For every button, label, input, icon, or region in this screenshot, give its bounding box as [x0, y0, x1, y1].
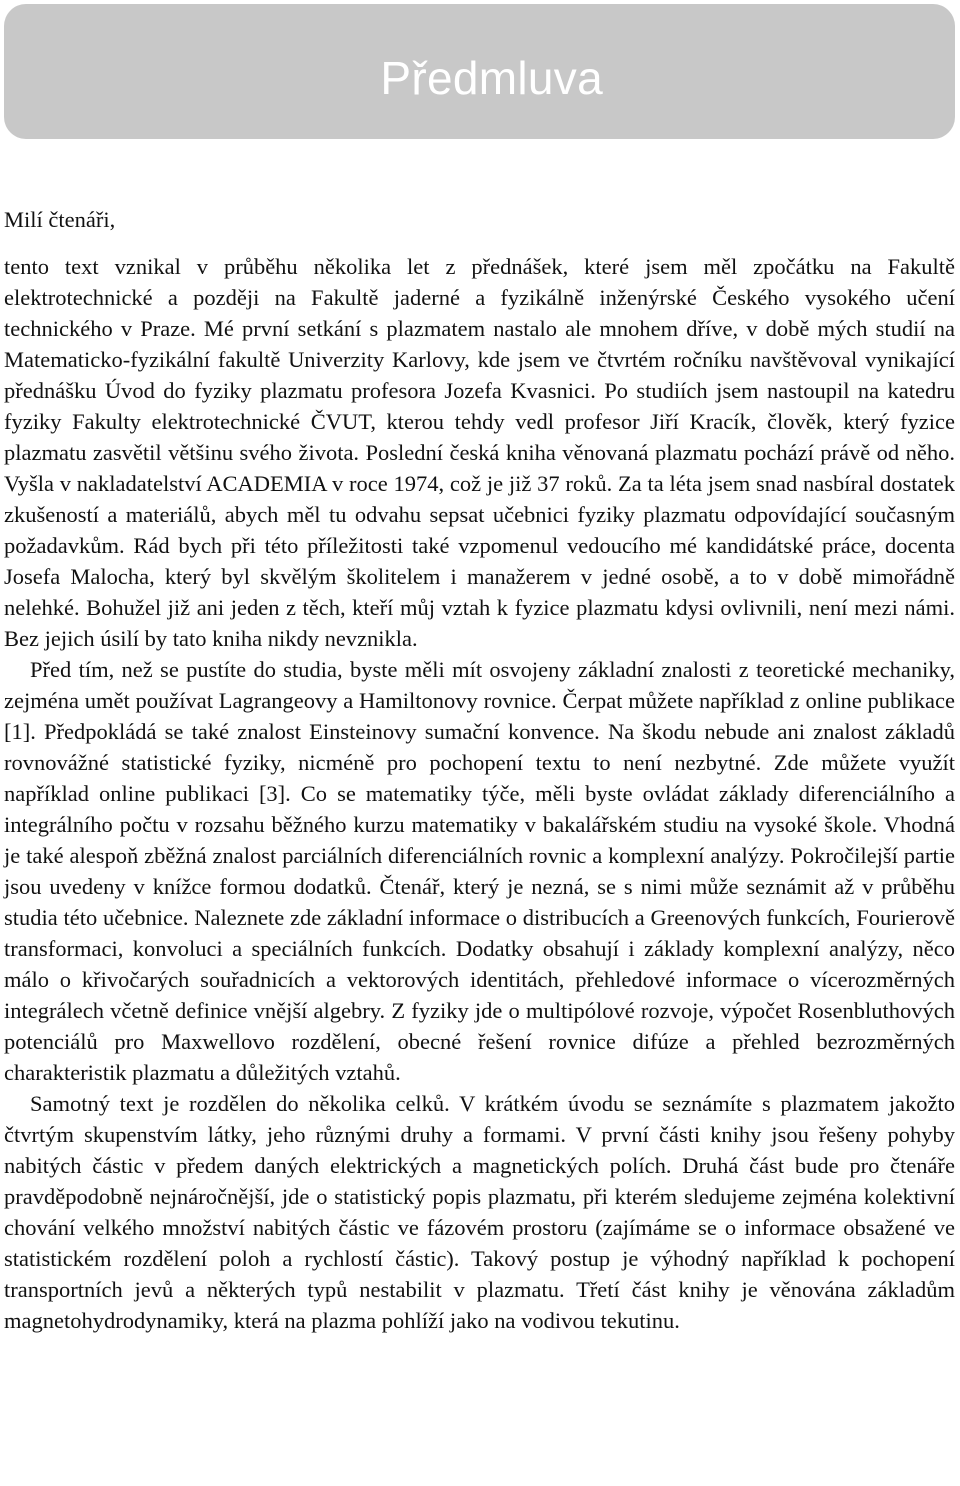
paragraph-1: tento text vznikal v průběhu několika let z přednášek, které jsem měl zpočátku na Fakultě elektrotechnické a později na Fakultě jaderné a fyzikálně inženýrské Českého vysokého učení technického v Praze. Mé první setkání s plazmatem nastalo ale mnohem dříve, v době mých studií na Matematicko-fyzikální fakultě Univerzity Karlovy, kde jsem ve čtvrtém ročníku navštěvoval vynikající přednášku Úvod do fyziky plazmatu profesora Jozefa Kvasnici. Po studiích jsem nastoupil na katedru fyziky Fakulty elektrotechnické ČVUT, kterou tehdy vedl profesor Jiří Kracík, člověk, který fyzice plazmatu zasvětil většinu svého života. Poslední česká kniha věnovaná plazmatu pochází právě od něho. Vyšla v nakladatelství ACADEMIA v roce 1974, což je již 37 roků. Za ta léta jsem snad nasbíral dostatek zkušeností a materiálů, abych měl tu odvahu sepsat učebnici fyziky plazmatu odpovídající současným požadavkům. Rád bych při této příležitosti také vzpomenul vedoucího mé kandidátské práce, docenta Josefa Malocha, který byl skvělým školitelem i manažerem v jedné osobě, a to v době mimořádně nelehké. Bohužel již ani jeden z těch, kteří můj vztah k fyzice plazmatu kdysi ovlivnili, není mezi námi. Bez jejich úsilí by tato kniha nikdy nevznikla. [4, 254, 955, 651]
preface-body [4, 251, 955, 1336]
salutation: Milí čtenáři, [4, 207, 116, 232]
chapter-title: Předmluva [380, 52, 603, 104]
chapter-title-banner [4, 4, 955, 139]
paragraph-3: Samotný text je rozdělen do několika celků. V krátkém úvodu se seznámíte s plazmatem jakožto čtvrtým skupenstvím látky, jeho různými druhy a formami. V první části knihy jsou řešeny pohyby nabitých částic v předem daných elektrických a magnetických polích. Druhá část bude pro čtenáře pravděpodobně nejnáročnější, jde o statistický popis plazmatu, při kterém sledujeme zejména kolektivní chování velkého množství nabitých částic ve fázovém prostoru (zajímáme se o informace obsažené ve statistickém rozdělení poloh a rychlostí částic). Takový postup je výhodný například k pochopení transportních jevů a některých typů nestabilit v plazmatu. Třetí část knihy je věnována základům magnetohydrodynamiky, která na plazma pohlíží jako na vodivou tekutinu. [4, 1091, 955, 1333]
paragraph-2: Před tím, než se pustíte do studia, byste měli mít osvojeny základní znalosti z teoretické mechaniky, zejména umět používat Lagrangeovy a Hamiltonovy rovnice. Čerpat můžete například z online publikace [1]. Předpokládá se také znalost Einsteinovy sumační konvence. Na škodu nebude ani znalost základů rovnovážné statistické fyziky, nicméně pro pochopení textu to není nezbytné. Zde můžete využít například online publikaci [3]. Co se matematiky týče, měli byste ovládat základy diferenciálního a integrálního počtu v rozsahu běžného kurzu matematiky v bakalářském studiu na vysoké škole. Vhodná je také alespoň zběžná znalost parciálních diferenciálních rovnic a komplexní analýzy. Pokročilejší partie jsou uvedeny v knížce formou dodatků. Čtenář, který je nezná, se s nimi může seznámit až v průběhu studia této učebnice. Naleznete zde základní informace o distribucích a Greenových funkcích, Fourierově transformaci, konvoluci a speciálních funkcích. Dodatky obsahují i základy komplexní analýzy, něco málo o křivočarých souřadnicích a vektorových identitách, přehledové informace o vícerozměrných integrálech včetně definice vnější algebry. Z fyziky jde o multipólové rozvoje, výpočet Rosenbluthových potenciálů pro Maxwellovo rozdělení, obecné řešení rovnice difúze a přehled bezrozměrných charakteristik plazmatu a důležitých vztahů. [4, 657, 955, 1085]
